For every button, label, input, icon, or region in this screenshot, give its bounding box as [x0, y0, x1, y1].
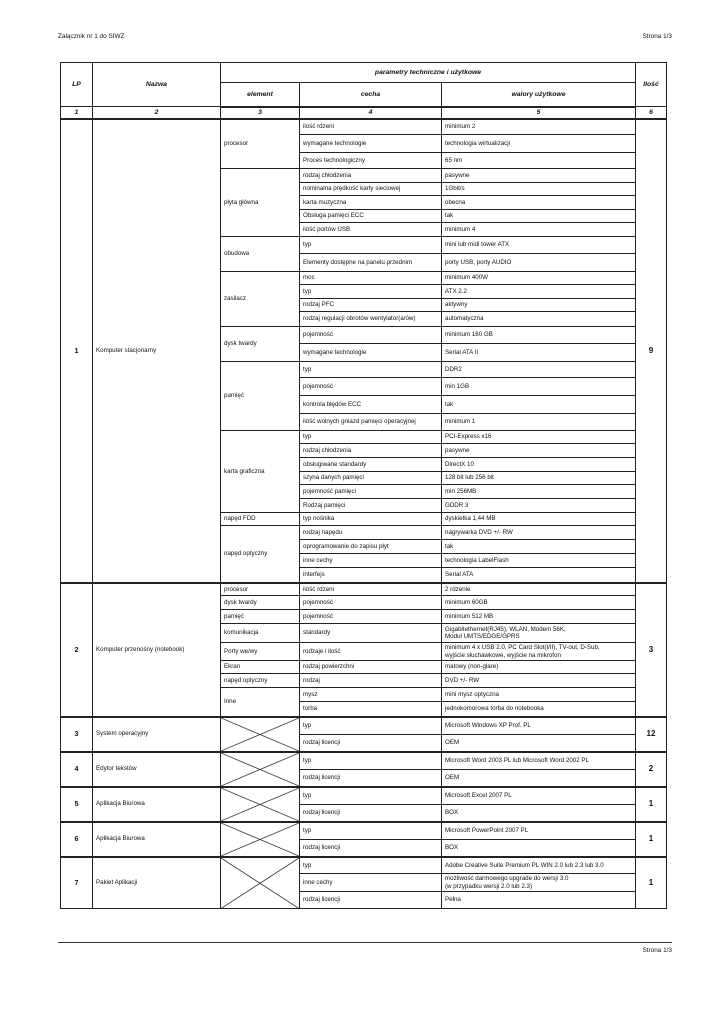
feature-value: minimum 60GB — [442, 596, 636, 610]
feature-name: rodzaj licencji — [300, 805, 442, 822]
item-name: Pakiet Aplikacji — [93, 857, 221, 909]
item-lp: 2 — [61, 583, 93, 717]
column-number: 1 — [61, 107, 93, 119]
table-row — [61, 752, 667, 770]
element-name: pamięć — [221, 610, 300, 624]
table-row — [61, 857, 667, 874]
feature-value: min 1GB — [442, 378, 636, 396]
feature-value: 128 bit lub 256 bit — [442, 472, 636, 485]
feature-value: Microsoft Excel 2007 PL — [442, 787, 636, 805]
feature-name: Obsługa pamięci ECC — [300, 210, 442, 223]
feature-name: typ — [300, 237, 442, 254]
header-lp: LP — [61, 63, 93, 107]
element-name: zasilacz — [221, 272, 300, 327]
feature-name: ilość rdzeni — [300, 583, 442, 596]
feature-name: rodzaj chłodzenia — [300, 444, 442, 458]
feature-value: technologia LabelFlash — [442, 554, 636, 568]
feature-name: pojemność — [300, 378, 442, 396]
crossed-out-cell — [221, 857, 300, 909]
item-quantity: 9 — [636, 119, 667, 583]
element-name: Porty we/wy — [221, 643, 300, 661]
feature-value: automatyczna — [442, 312, 636, 327]
feature-name: ilość wolnych gniazd pamięci operacyjnej — [300, 414, 442, 431]
element-name: komunikacja — [221, 624, 300, 643]
feature-name: rodzaje i ilość — [300, 643, 442, 661]
feature-value: Serial ATA II — [442, 344, 636, 362]
feature-value: jednokomorowa torba do notebooka — [442, 702, 636, 717]
item-lp: 5 — [61, 787, 93, 822]
item-quantity: 3 — [636, 583, 667, 717]
feature-name: Elementy dostępne na panelu przednim — [300, 254, 442, 272]
feature-value: Microsoft PowerPoint 2007 PL — [442, 822, 636, 840]
feature-name: Rodzaj pamięci — [300, 499, 442, 513]
feature-value: Microsoft Word 2003 PL lub Microsoft Word 2002 PL — [442, 752, 636, 770]
feature-value: Pełna — [442, 892, 636, 909]
feature-value: tak — [442, 210, 636, 223]
item-quantity: 1 — [636, 857, 667, 909]
header-walory: walory użytkowe — [442, 83, 636, 107]
feature-name: ilość rdzeni — [300, 119, 442, 135]
feature-value: minimum 2 — [442, 119, 636, 135]
feature-value: OEM — [442, 770, 636, 787]
feature-name: typ — [300, 717, 442, 735]
element-name: Inne — [221, 688, 300, 717]
feature-value: PCI-Express x16 — [442, 431, 636, 444]
feature-value: ATX 2.2 — [442, 285, 636, 299]
element-name: napęd optyczny — [221, 674, 300, 688]
header-parametry: parametry techniczne i użytkowe — [221, 63, 636, 83]
feature-name: rodzaj chłodzenia — [300, 169, 442, 183]
item-quantity: 1 — [636, 787, 667, 822]
feature-value: minimum 400W — [442, 272, 636, 285]
feature-value: Serial ATA — [442, 568, 636, 583]
element-name: karta graficzna — [221, 431, 300, 513]
feature-name: typ — [300, 857, 442, 874]
item-quantity: 2 — [636, 752, 667, 787]
feature-name: standardy — [300, 624, 442, 643]
feature-name: torba — [300, 702, 442, 717]
feature-value: obecna — [442, 196, 636, 210]
feature-name: kontrola błędów ECC — [300, 396, 442, 414]
feature-value: DirectX 10 — [442, 458, 636, 472]
table-row — [61, 822, 667, 840]
item-lp: 7 — [61, 857, 93, 909]
element-name: procesor — [221, 583, 300, 596]
footer-divider — [58, 942, 672, 943]
feature-value: technologia wirtualizacji — [442, 135, 636, 153]
crossed-out-cell — [221, 822, 300, 857]
crossed-out-cell — [221, 752, 300, 787]
table-row — [61, 119, 667, 135]
feature-name: rodzaj napędu — [300, 526, 442, 540]
feature-value: matowy (non-glare) — [442, 661, 636, 674]
column-number: 5 — [442, 107, 636, 119]
feature-name: moc — [300, 272, 442, 285]
feature-name: pojemność pamięci — [300, 485, 442, 499]
feature-name: szyna danych pamięci — [300, 472, 442, 485]
feature-value: 1Gbit/s — [442, 183, 636, 196]
feature-name: karta muzyczna — [300, 196, 442, 210]
feature-name: pojemność — [300, 596, 442, 610]
feature-value: Microsoft Windows XP Prof. PL — [442, 717, 636, 735]
feature-name: rodzaj licencji — [300, 840, 442, 857]
item-quantity: 12 — [636, 717, 667, 752]
feature-name: inne cechy — [300, 554, 442, 568]
element-name: dysk twardy — [221, 327, 300, 362]
feature-name: typ — [300, 822, 442, 840]
table-row — [61, 787, 667, 805]
feature-value: porty USB, porty AUDIO — [442, 254, 636, 272]
element-name: dysk twardy — [221, 596, 300, 610]
element-name: pamięć — [221, 362, 300, 431]
feature-value: mini lub midi tower ATX — [442, 237, 636, 254]
feature-value: Gigabitethernet(RJ45), WLAN, Modem 56K, Moduł UMTS/EDGE/GPRS — [442, 624, 636, 643]
feature-name: typ — [300, 362, 442, 378]
crossed-out-cell — [221, 717, 300, 752]
item-name: System operacyjny — [93, 717, 221, 752]
feature-name: nominalna prędkość karty sieciowej — [300, 183, 442, 196]
element-name: płyta główna — [221, 169, 300, 237]
document-footer-page: Strona 1/3 — [642, 947, 672, 954]
feature-name: Proces technologiczny — [300, 153, 442, 169]
feature-value: 65 nm — [442, 153, 636, 169]
feature-name: typ — [300, 752, 442, 770]
specification-table — [60, 62, 667, 909]
feature-value: DVD +/- RW — [442, 674, 636, 688]
feature-name: wymagane technologie — [300, 344, 442, 362]
feature-value: BOX — [442, 840, 636, 857]
item-name: Aplikacja Biurowa — [93, 822, 221, 857]
feature-name: rodzaj licencji — [300, 892, 442, 909]
feature-name: typ — [300, 787, 442, 805]
feature-value: OEM — [442, 735, 636, 752]
header-ilosc: Ilość — [636, 63, 667, 107]
feature-value: minimum 160 GB — [442, 327, 636, 344]
element-name: napęd FDD — [221, 513, 300, 526]
item-name: Aplikacja Biurowa — [93, 787, 221, 822]
item-lp: 1 — [61, 119, 93, 583]
feature-name: inne cechy — [300, 874, 442, 892]
feature-value: pasywne — [442, 444, 636, 458]
table-row — [61, 717, 667, 735]
feature-name: wymagane technologie — [300, 135, 442, 153]
feature-value: minimum 512 MB — [442, 610, 636, 624]
column-number: 3 — [221, 107, 300, 119]
element-name: procesor — [221, 119, 300, 169]
feature-value: DDR2 — [442, 362, 636, 378]
item-lp: 4 — [61, 752, 93, 787]
feature-value: nagrywarka DVD +/- RW — [442, 526, 636, 540]
table-body — [61, 119, 667, 909]
column-number: 4 — [300, 107, 442, 119]
feature-name: typ — [300, 285, 442, 299]
item-lp: 3 — [61, 717, 93, 752]
feature-name: rodzaj licencji — [300, 735, 442, 752]
document-header-left: Załącznik nr 1 do SIWZ — [58, 33, 125, 40]
feature-name: pojemność — [300, 327, 442, 344]
feature-name: rodzaj PFC — [300, 299, 442, 312]
feature-name: typ nośnika — [300, 513, 442, 526]
element-name: Ekran — [221, 661, 300, 674]
feature-name: ilość portów USB — [300, 223, 442, 237]
header-nazwa: Nazwa — [93, 63, 221, 107]
feature-name: rodzaj — [300, 674, 442, 688]
document-header-page: Strona 1/3 — [642, 33, 672, 40]
feature-value: GDDR 3 — [442, 499, 636, 513]
feature-value: minimum 4 x USB 2.0, PC Card Slot(I/II), TV-out, D-Sub, wyjście słuchawkowe, wyjście na mikrofon — [442, 643, 636, 661]
feature-name: oprogramowanie do zapisu płyt — [300, 540, 442, 554]
feature-value: BOX — [442, 805, 636, 822]
element-name: napęd optyczny — [221, 526, 300, 583]
feature-value: mini mysz optyczna — [442, 688, 636, 702]
feature-value: aktywny — [442, 299, 636, 312]
feature-value: Adobe Creative Suite Premium PL WIN 2.0 lub 2.3 lub 3.0 — [442, 857, 636, 874]
feature-name: pojemność — [300, 610, 442, 624]
feature-value: min 256MB — [442, 485, 636, 499]
feature-value: minimum 1 — [442, 414, 636, 431]
table-row — [61, 583, 667, 596]
column-number: 6 — [636, 107, 667, 119]
feature-name: typ — [300, 431, 442, 444]
feature-name: rodzaj powierzchni — [300, 661, 442, 674]
item-lp: 6 — [61, 822, 93, 857]
item-name: Komputer przenośny (notebook) — [93, 583, 221, 717]
feature-name: mysz — [300, 688, 442, 702]
header-element: element — [221, 83, 300, 107]
feature-name: obsługiwane standardy — [300, 458, 442, 472]
feature-value: dyskietka 1,44 MB — [442, 513, 636, 526]
crossed-out-cell — [221, 787, 300, 822]
feature-value: możliwość darmowego upgrade do wersji 3.0 (w przypadku wersji 2.0 lub 2.3) — [442, 874, 636, 892]
item-name: Edytor tekstów — [93, 752, 221, 787]
column-number: 2 — [93, 107, 221, 119]
feature-value: minimum 4 — [442, 223, 636, 237]
item-name: Komputer stacjonarny — [93, 119, 221, 583]
element-name: obudowa — [221, 237, 300, 272]
feature-value: 2 rdzenie — [442, 583, 636, 596]
feature-value: tak — [442, 540, 636, 554]
feature-value: tak — [442, 396, 636, 414]
feature-name: rodzaj regulacji obrotów wentylator(a/ów) — [300, 312, 442, 327]
feature-value: pasywne — [442, 169, 636, 183]
feature-name: interfejs — [300, 568, 442, 583]
item-quantity: 1 — [636, 822, 667, 857]
feature-name: rodzaj licencji — [300, 770, 442, 787]
header-cecha: cecha — [300, 83, 442, 107]
